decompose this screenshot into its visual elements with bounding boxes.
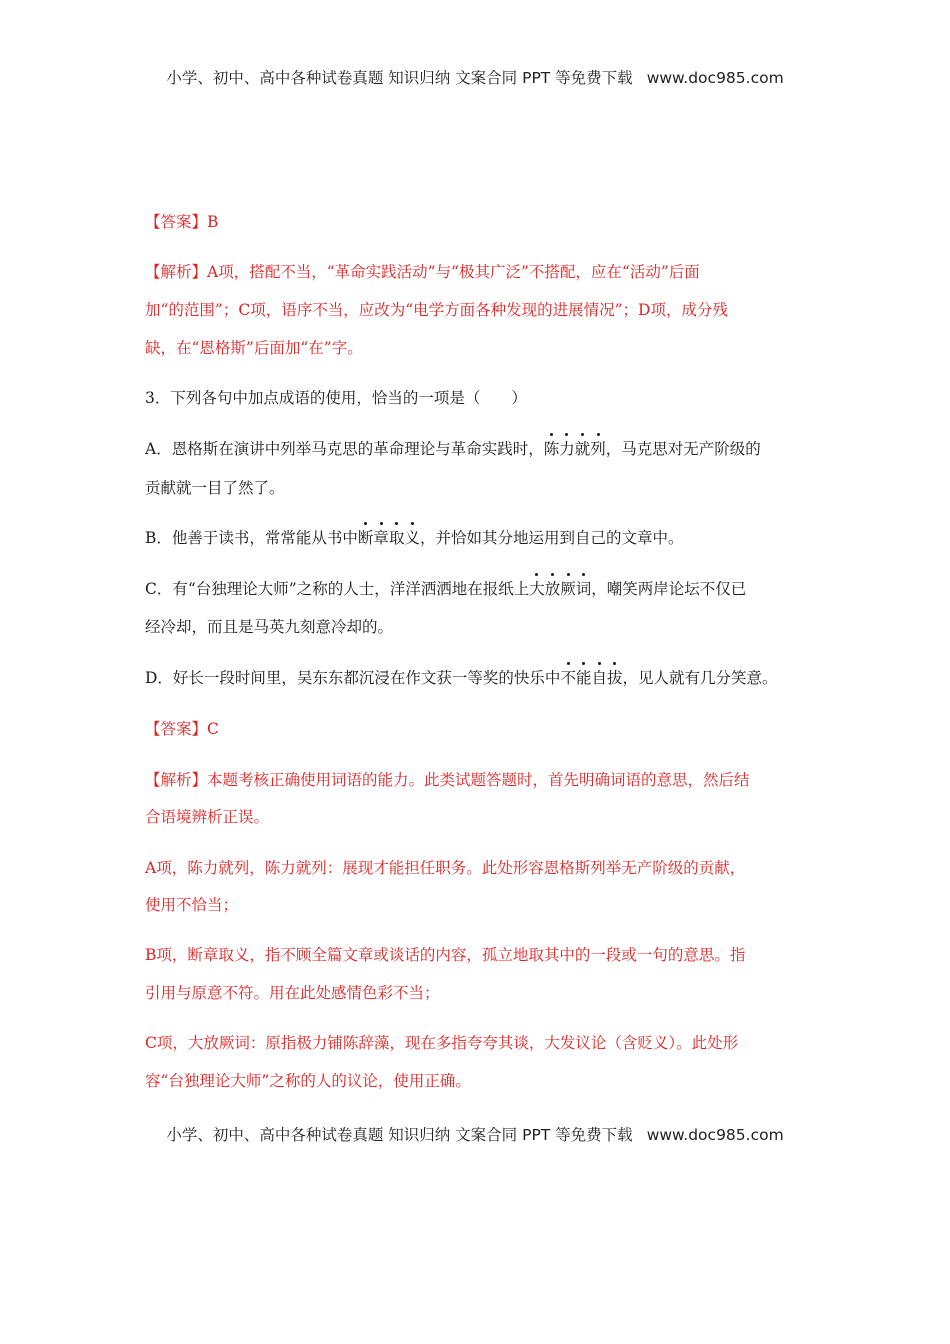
idiom-char: 章 — [373, 529, 389, 547]
q3-option-d — [145, 668, 810, 688]
q3-analysis-line1 — [145, 770, 810, 790]
page-header — [0, 66, 950, 88]
idiom-char: 自 — [591, 669, 607, 687]
idiom-char: 大 — [529, 580, 545, 598]
analysis-tag: 【解析】 — [145, 771, 208, 789]
q3-analysis-c2: 容“台独理论大师”之称的人的议论，使用正确。 — [145, 1072, 471, 1090]
idiom-char: 取 — [388, 529, 405, 547]
q2-answer: 【答案】B — [145, 213, 219, 231]
idiom-char: 拔 — [606, 669, 623, 687]
q3-stem: 3．下列各句中加点成语的使用，恰当的一项是（ ） — [145, 389, 527, 407]
idiom-a — [544, 440, 606, 458]
header-text: 小学、初中、高中各种试卷真题 知识归纳 文案合同 PPT 等免费下载 — [166, 69, 633, 87]
idiom-d — [560, 669, 622, 687]
footer-text: 小学、初中、高中各种试卷真题 知识归纳 文案合同 PPT 等免费下载 — [166, 1126, 633, 1144]
q2-analysis-line2: 加“的范围”；C项，语序不当，应改为“电学方面各种发现的进展情况”；D项，成分残 — [145, 301, 728, 319]
idiom-char: 厥 — [560, 580, 576, 598]
idiom-char: 就 — [574, 440, 591, 458]
q3-option-c-line2: 经冷却，而且是马英九刻意冷却的。 — [145, 618, 394, 636]
option-b-pre: B．他善于读书，常常能从书中 — [145, 529, 358, 547]
q3-option-a — [145, 439, 810, 459]
option-c-pre: C．有“台独理论大师”之称的人士，洋洋洒洒地在报纸上 — [145, 580, 530, 598]
q3-answer: 【答案】C — [145, 720, 219, 738]
q3-analysis-b1: B项，断章取义，指不顾全篇文章或谈话的内容，孤立地取其中的一段或一句的意思。指 — [145, 946, 746, 964]
page-footer — [0, 1123, 950, 1145]
option-d-pre: D．好长一段时间里，吴东东都沉浸在作文获一等奖的快乐中 — [145, 669, 561, 687]
idiom-char: 不 — [560, 669, 576, 687]
q2-analysis-line1 — [145, 262, 810, 282]
q3-analysis-text1: 本题考核正确使用词语的能力。此类试题答题时，首先明确词语的意思，然后结 — [207, 771, 750, 789]
option-b-post: ，并恰如其分地运用到自己的文章中。 — [419, 529, 684, 547]
option-a-pre: A．恩格斯在演讲中列举马克思的革命理论与革命实践时， — [145, 440, 544, 458]
option-a-post: ，马克思对无产阶级的 — [605, 440, 761, 458]
idiom-char: 陈 — [543, 440, 560, 458]
q3-option-a-line2: 贡献就一目了然了。 — [145, 479, 285, 497]
q3-option-c — [145, 579, 810, 599]
q3-analysis-b2: 引用与原意不符。用在此处感情色彩不当； — [145, 984, 440, 1002]
idiom-char: 列 — [590, 440, 606, 458]
header-url[interactable]: www.doc985.com — [646, 69, 784, 87]
footer-url[interactable]: www.doc985.com — [646, 1126, 784, 1144]
option-d-post: ，见人就有几分笑意。 — [622, 669, 778, 687]
q3-analysis-a1: A项，陈力就列，陈力就列：展现才能担任职务。此处形容恩格斯列举无产阶级的贡献， — [145, 859, 746, 877]
idiom-char: 能 — [575, 669, 592, 687]
q3-option-b — [145, 528, 810, 548]
idiom-char: 放 — [544, 580, 561, 598]
analysis-tag: 【解析】 — [145, 263, 208, 281]
idiom-b — [358, 529, 420, 547]
idiom-char: 断 — [357, 529, 374, 547]
q3-analysis-a2: 使用不恰当； — [145, 896, 239, 914]
q3-analysis-line2: 合语境辨析正误。 — [145, 808, 270, 826]
idiom-char: 力 — [559, 440, 575, 458]
idiom-char: 词 — [575, 580, 592, 598]
q3-analysis-c1: C项，大放厥词：原指极力铺陈辞藻，现在多指夸夸其谈，大发议论（含贬义）。此处形 — [145, 1034, 739, 1052]
idiom-c — [529, 580, 591, 598]
option-c-post: ，嘲笑两岸论坛不仅已 — [591, 580, 747, 598]
q2-analysis-line3: 缺，在“恩格斯”后面加“在”字。 — [145, 339, 363, 357]
idiom-char: 义 — [404, 529, 420, 547]
q2-analysis-text1: A项，搭配不当，“革命实践活动”与“极其广泛”不搭配，应在“活动”后面 — [207, 263, 700, 281]
